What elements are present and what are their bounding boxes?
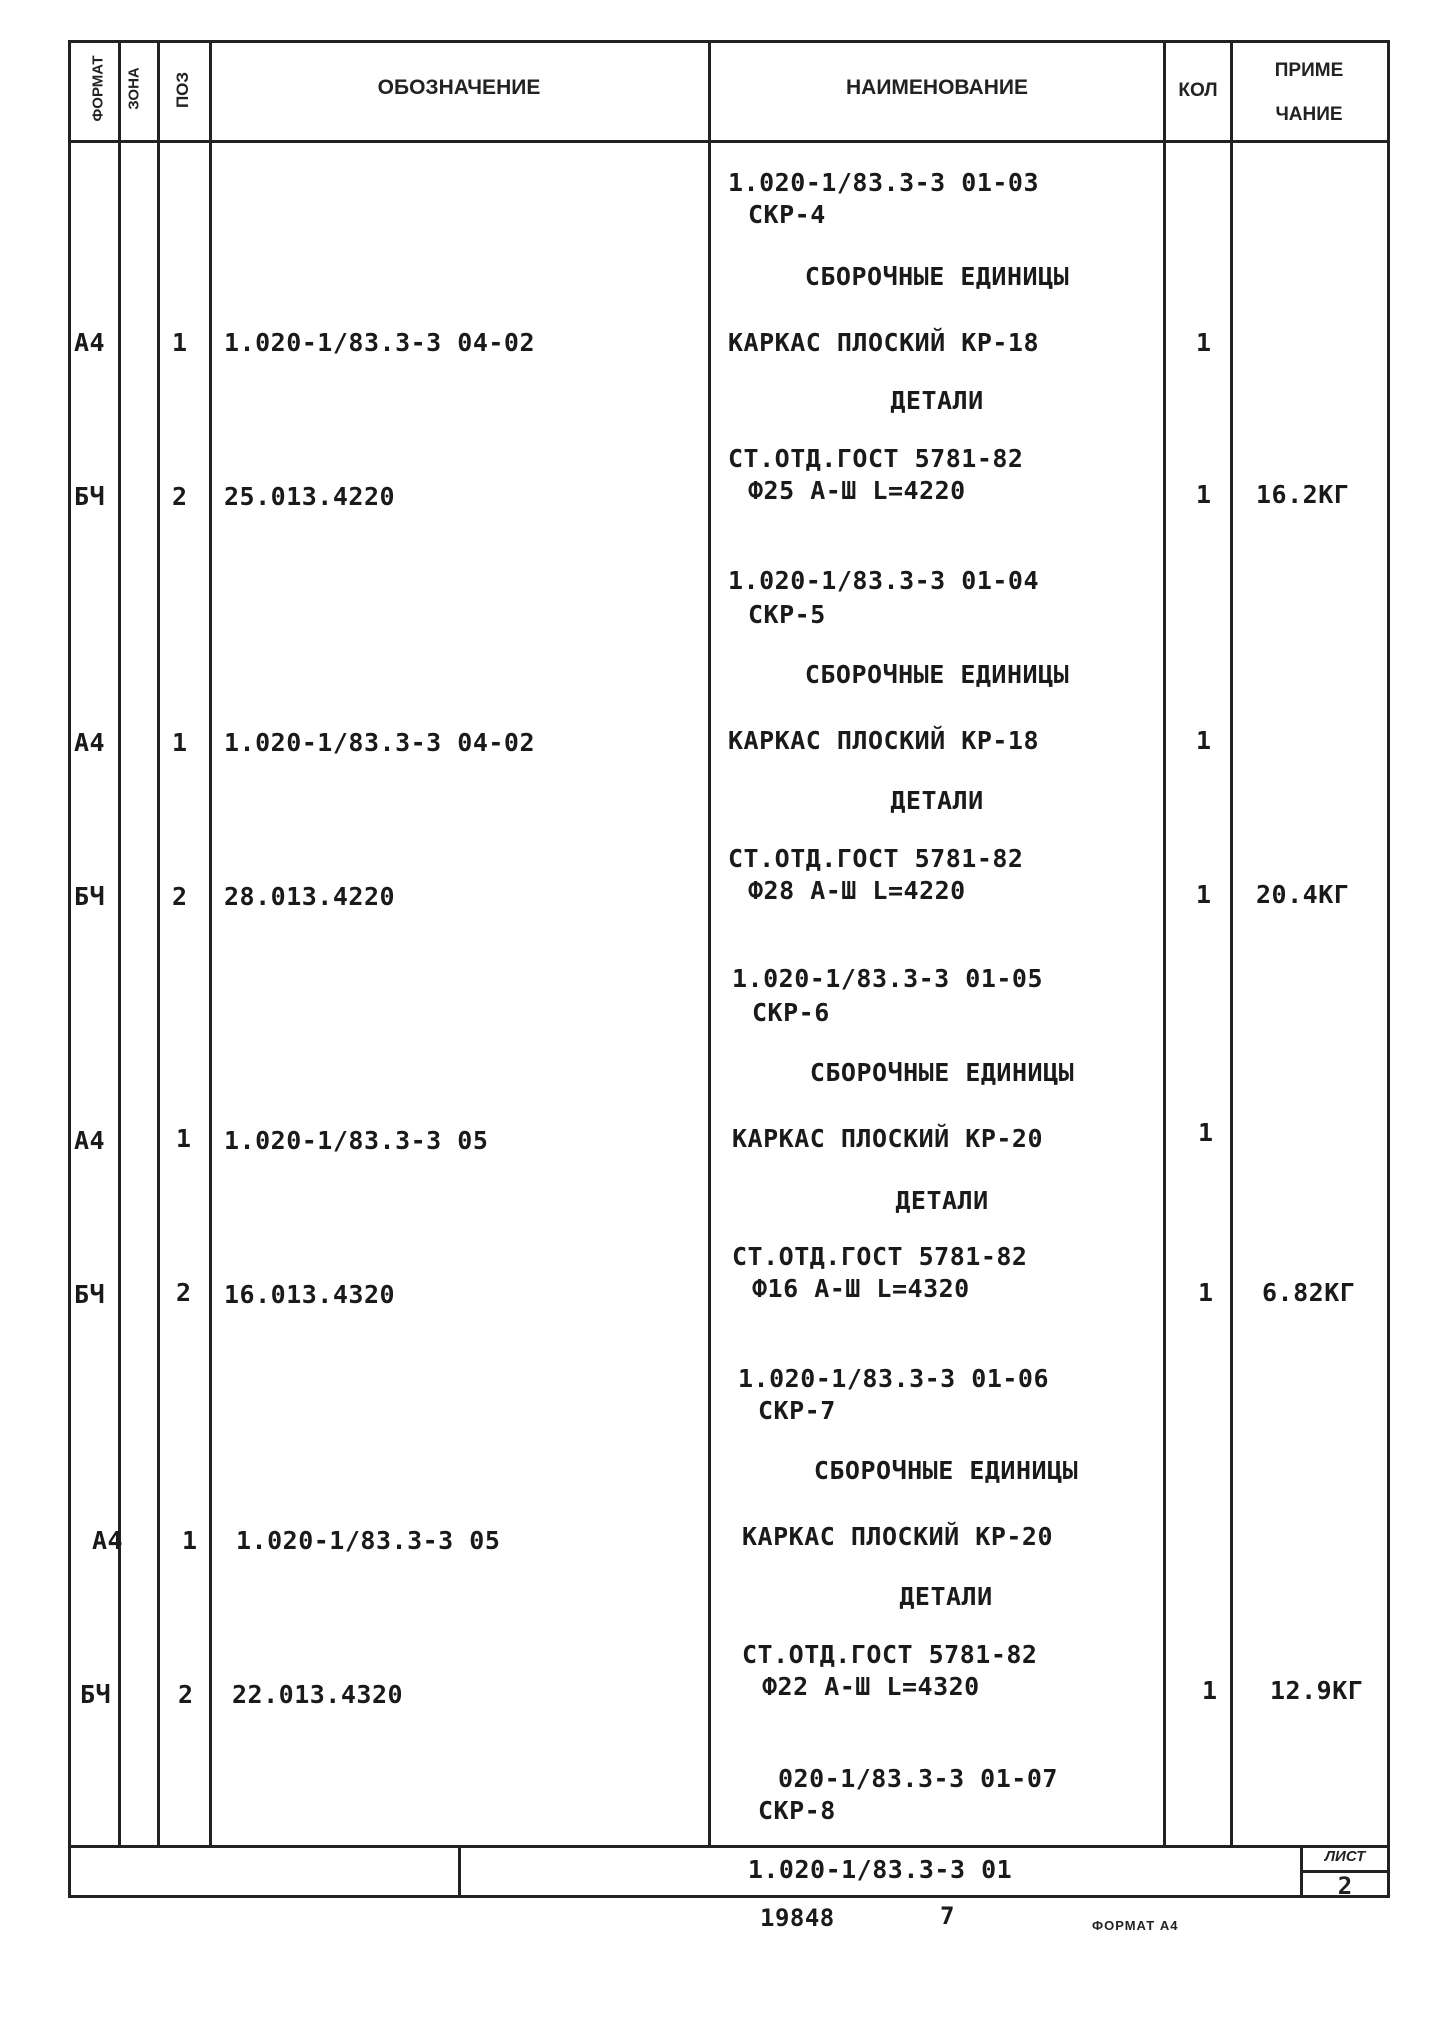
row-pos: 1 (176, 1124, 192, 1153)
row-name: КАРКАС ПЛОСКИЙ КР-20 (732, 1124, 1044, 1153)
group-subtitle: СКР-7 (758, 1396, 836, 1425)
parts-section-label: ДЕТАЛИ (895, 1186, 989, 1215)
col-divider-qty (1230, 40, 1233, 1845)
group-title: 1.020-1/83.3-3 01-05 (732, 964, 1044, 993)
row-format: БЧ (74, 882, 106, 911)
row-format: БЧ (80, 1680, 112, 1709)
row-pos: 2 (172, 882, 188, 911)
header-zone: ЗОНА (125, 67, 143, 110)
row-format: А4 (92, 1526, 124, 1555)
header-qty: КОЛ (1178, 80, 1218, 101)
assembly-section-label: СБОРОЧНЫЕ ЕДИНИЦЫ (804, 262, 1070, 291)
row-name-line2: Ф22 А-Ш L=4320 (762, 1672, 980, 1701)
row-format: А4 (74, 328, 106, 357)
row-name-line1: СТ.ОТД.ГОСТ 5781-82 (728, 844, 1024, 873)
row-pos: 1 (182, 1526, 198, 1555)
header-designation: ОБОЗНАЧЕНИЕ (377, 76, 541, 99)
group-subtitle: СКР-5 (748, 600, 826, 629)
col-divider-designation (708, 40, 711, 1845)
row-qty: 1 (1196, 726, 1212, 755)
row-format: БЧ (74, 1280, 106, 1309)
row-designation: 1.020-1/83.3-3 05 (236, 1526, 501, 1555)
next-group-title: 020-1/83.3-3 01-07 (778, 1764, 1058, 1793)
assembly-section-label: СБОРОЧНЫЕ ЕДИНИЦЫ (809, 1058, 1075, 1087)
row-name-line1: СТ.ОТД.ГОСТ 5781-82 (742, 1640, 1038, 1669)
row-name: КАРКАС ПЛОСКИЙ КР-18 (728, 726, 1040, 755)
row-pos: 2 (176, 1278, 192, 1307)
group-subtitle: СКР-6 (752, 998, 830, 1027)
sheet-label: ЛИСТ (1324, 1848, 1366, 1865)
group-title: 1.020-1/83.3-3 01-03 (728, 168, 1040, 197)
header-format: ФОРМАТ (89, 55, 107, 122)
row-format: БЧ (74, 482, 106, 511)
document-code: 1.020-1/83.3-3 01 (747, 1855, 1013, 1884)
row-pos: 2 (172, 482, 188, 511)
header-name: НАИМЕНОВАНИЕ (846, 76, 1028, 99)
row-name-line1: СТ.ОТД.ГОСТ 5781-82 (732, 1242, 1028, 1271)
col-divider-name (1163, 40, 1166, 1845)
format-note: ФОРМАТ А4 (1092, 1918, 1179, 1933)
group-title: 1.020-1/83.3-3 01-04 (728, 566, 1040, 595)
row-qty: 1 (1196, 480, 1212, 509)
footer-divider-left (458, 1845, 461, 1898)
sheet-frame (68, 40, 1390, 1898)
row-designation: 25.013.4220 (224, 482, 396, 511)
row-designation: 22.013.4320 (232, 1680, 404, 1709)
row-designation: 1.020-1/83.3-3 04-02 (224, 328, 536, 357)
header-divider (68, 140, 1390, 143)
row-note: 12.9КГ (1270, 1676, 1364, 1705)
header-note-line2: ЧАНИЕ (1275, 104, 1343, 125)
row-qty: 1 (1196, 880, 1212, 909)
parts-section-label: ДЕТАЛИ (890, 386, 984, 415)
parts-section-label: ДЕТАЛИ (899, 1582, 993, 1611)
row-name-line1: СТ.ОТД.ГОСТ 5781-82 (728, 444, 1024, 473)
row-qty: 1 (1202, 1676, 1218, 1705)
parts-section-label: ДЕТАЛИ (890, 786, 984, 815)
next-group-subtitle: СКР-8 (758, 1796, 836, 1825)
inventory-suffix: 7 (940, 1902, 955, 1930)
row-name: КАРКАС ПЛОСКИЙ КР-18 (728, 328, 1040, 357)
row-note: 20.4КГ (1256, 880, 1350, 909)
row-qty: 1 (1198, 1278, 1214, 1307)
col-divider-zone (157, 40, 160, 1845)
row-name: КАРКАС ПЛОСКИЙ КР-20 (742, 1522, 1054, 1551)
header-pos: ПОЗ (173, 71, 192, 109)
inventory-number: 19848 (760, 1904, 835, 1932)
row-designation: 1.020-1/83.3-3 04-02 (224, 728, 536, 757)
row-format: А4 (74, 728, 106, 757)
row-designation: 28.013.4220 (224, 882, 396, 911)
row-note: 16.2КГ (1256, 480, 1350, 509)
row-pos: 1 (172, 728, 188, 757)
footer-top-line (68, 1845, 1390, 1848)
group-subtitle: СКР-4 (748, 200, 826, 229)
row-name-line2: Ф28 А-Ш L=4220 (748, 876, 966, 905)
assembly-section-label: СБОРОЧНЫЕ ЕДИНИЦЫ (804, 660, 1070, 689)
row-name-line2: Ф25 А-Ш L=4220 (748, 476, 966, 505)
col-divider-pos (209, 40, 212, 1845)
row-pos: 1 (172, 328, 188, 357)
row-qty: 1 (1198, 1118, 1214, 1147)
assembly-section-label: СБОРОЧНЫЕ ЕДИНИЦЫ (813, 1456, 1079, 1485)
row-note: 6.82КГ (1262, 1278, 1356, 1307)
header-note-line1: ПРИМЕ (1274, 60, 1344, 81)
row-pos: 2 (178, 1680, 194, 1709)
row-format: А4 (74, 1126, 106, 1155)
row-qty: 1 (1196, 328, 1212, 357)
col-divider-format (118, 40, 121, 1845)
row-designation: 1.020-1/83.3-3 05 (224, 1126, 489, 1155)
row-designation: 16.013.4320 (224, 1280, 396, 1309)
row-name-line2: Ф16 А-Ш L=4320 (752, 1274, 970, 1303)
sheet-number: 2 (1337, 1872, 1353, 1900)
group-title: 1.020-1/83.3-3 01-06 (738, 1364, 1050, 1393)
